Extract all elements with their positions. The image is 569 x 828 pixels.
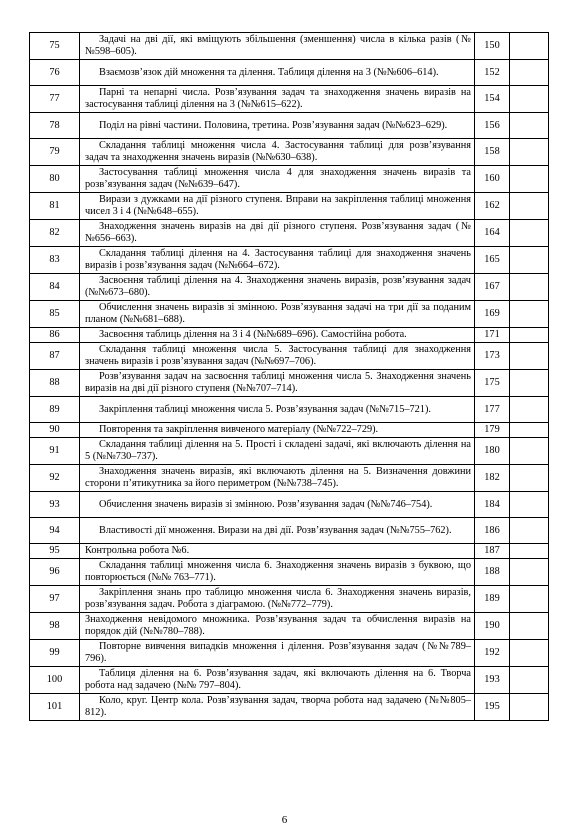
lesson-page: 188 (475, 559, 510, 586)
lesson-page: 186 (475, 518, 510, 544)
lesson-page: 164 (475, 220, 510, 247)
table-row (30, 60, 549, 86)
lesson-page: 152 (475, 60, 510, 86)
lesson-topic: Парні та непарні числа. Розв’язування задач та знаходження значень виразів на застосування таблиці ділення на 3 (№№615–622). (80, 86, 475, 113)
lesson-page: 182 (475, 465, 510, 492)
table-row (30, 301, 549, 328)
note-cell (510, 518, 549, 544)
table-row (30, 465, 549, 492)
note-cell (510, 586, 549, 613)
page-number: 6 (281, 814, 288, 826)
lesson-number: 83 (30, 247, 80, 274)
lesson-topic: Складання таблиці ділення на 5. Прості і складені задачі, які включають ділення на 5 (№№730–737). (80, 438, 475, 465)
note-cell (510, 492, 549, 518)
table-row (30, 193, 549, 220)
lesson-topic: Задачі на дві дії, які вміщують збільшення (зменшення) числа в кілька разів (№№598–605). (80, 33, 475, 60)
lesson-plan-body (30, 33, 549, 721)
lesson-page: 165 (475, 247, 510, 274)
note-cell (510, 370, 549, 397)
lesson-number: 97 (30, 586, 80, 613)
table-row (30, 613, 549, 640)
lesson-topic: Обчислення значень виразів зі змінною. Розв’язування задачі на три дії за поданим планом (№№681–688). (80, 301, 475, 328)
lesson-page: 162 (475, 193, 510, 220)
note-cell (510, 139, 549, 166)
lesson-topic: Складання таблиці множення числа 4. Застосування таблиці для розв’язування задач та знаходження значень виразів (№№630–638). (80, 139, 475, 166)
lesson-number: 90 (30, 423, 80, 438)
lesson-topic: Закріплення таблиці множення числа 5. Розв’язування задач (№№715–721). (80, 397, 475, 423)
lesson-page: 177 (475, 397, 510, 423)
table-row (30, 328, 549, 343)
note-cell (510, 438, 549, 465)
lesson-number: 88 (30, 370, 80, 397)
note-cell (510, 247, 549, 274)
lesson-page: 173 (475, 343, 510, 370)
table-row (30, 220, 549, 247)
lesson-topic: Властивості дії множення. Вирази на дві дії. Розв’язування задач (№№755–762). (80, 518, 475, 544)
table-row (30, 33, 549, 60)
lesson-number: 87 (30, 343, 80, 370)
table-row (30, 370, 549, 397)
table-row (30, 586, 549, 613)
lesson-topic: Знаходження невідомого множника. Розв’язування задач та обчислення виразів на порядок дій (№№780–788). (80, 613, 475, 640)
table-row (30, 139, 549, 166)
lesson-page: 150 (475, 33, 510, 60)
lesson-page: 187 (475, 544, 510, 559)
note-cell (510, 274, 549, 301)
lesson-number: 81 (30, 193, 80, 220)
lesson-page: 160 (475, 166, 510, 193)
note-cell (510, 166, 549, 193)
lesson-page: 184 (475, 492, 510, 518)
table-row (30, 544, 549, 559)
note-cell (510, 328, 549, 343)
lesson-page: 190 (475, 613, 510, 640)
lesson-page: 154 (475, 86, 510, 113)
lesson-topic: Розв’язування задач на засвоєння таблиці множення числа 5. Знаходження значень виразів на дві дії різного ступеня (№№707–714). (80, 370, 475, 397)
table-row (30, 166, 549, 193)
lesson-topic: Коло, круг. Центр кола. Розв’язування задач, творча робота над задачею (№№805–812). (80, 694, 475, 721)
lesson-plan-table (29, 32, 549, 721)
lesson-number: 92 (30, 465, 80, 492)
lesson-topic: Складання таблиці ділення на 4. Застосування таблиці для знаходження значень виразів і розв’язування задач (№№664–672). (80, 247, 475, 274)
note-cell (510, 343, 549, 370)
lesson-topic: Таблиця ділення на 6. Розв’язування задач, які включають ділення на 6. Творча робота над задачею (№№ 797–804). (80, 667, 475, 694)
lesson-number: 84 (30, 274, 80, 301)
table-row (30, 423, 549, 438)
lesson-number: 95 (30, 544, 80, 559)
note-cell (510, 465, 549, 492)
lesson-number: 78 (30, 113, 80, 139)
table-row (30, 247, 549, 274)
lesson-number: 76 (30, 60, 80, 86)
table-row (30, 518, 549, 544)
table-row (30, 694, 549, 721)
note-cell (510, 220, 549, 247)
table-row (30, 397, 549, 423)
lesson-number: 99 (30, 640, 80, 667)
lesson-page: 156 (475, 113, 510, 139)
lesson-page: 179 (475, 423, 510, 438)
table-row (30, 640, 549, 667)
table-row (30, 559, 549, 586)
table-row (30, 667, 549, 694)
lesson-number: 85 (30, 301, 80, 328)
lesson-number: 82 (30, 220, 80, 247)
lesson-number: 80 (30, 166, 80, 193)
lesson-number: 91 (30, 438, 80, 465)
lesson-page: 167 (475, 274, 510, 301)
table-row (30, 274, 549, 301)
lesson-number: 93 (30, 492, 80, 518)
note-cell (510, 640, 549, 667)
lesson-number: 94 (30, 518, 80, 544)
lesson-number: 86 (30, 328, 80, 343)
note-cell (510, 397, 549, 423)
lesson-number: 101 (30, 694, 80, 721)
lesson-topic: Застосування таблиці множення числа 4 для знаходження значень виразів та розв’язування задач (№№639–647). (80, 166, 475, 193)
lesson-topic: Контрольна робота №6. (80, 544, 475, 559)
lesson-number: 89 (30, 397, 80, 423)
lesson-number: 79 (30, 139, 80, 166)
note-cell (510, 423, 549, 438)
table-row (30, 492, 549, 518)
note-cell (510, 544, 549, 559)
lesson-number: 98 (30, 613, 80, 640)
lesson-page: 189 (475, 586, 510, 613)
note-cell (510, 60, 549, 86)
table-row (30, 86, 549, 113)
lesson-topic: Знаходження значень виразів на дві дії різного ступеня. Розв’язування задач (№№656–663). (80, 220, 475, 247)
lesson-page: 193 (475, 667, 510, 694)
table-row (30, 343, 549, 370)
lesson-page: 180 (475, 438, 510, 465)
note-cell (510, 559, 549, 586)
lesson-page: 158 (475, 139, 510, 166)
note-cell (510, 113, 549, 139)
lesson-topic: Знаходження значень виразів, які включають ділення на 5. Визначення довжини сторони п’ятикутника за його периметром (№№738–745). (80, 465, 475, 492)
table-row (30, 113, 549, 139)
lesson-number: 96 (30, 559, 80, 586)
note-cell (510, 694, 549, 721)
lesson-topic: Поділ на рівні частини. Половина, третина. Розв’язування задач (№№623–629). (80, 113, 475, 139)
lesson-topic: Складання таблиці множення числа 5. Застосування таблиці для знаходження значень виразів і розв’язування задач (№№697–706). (80, 343, 475, 370)
lesson-number: 75 (30, 33, 80, 60)
lesson-topic: Повторення та закріплення вивченого матеріалу (№№722–729). (80, 423, 475, 438)
lesson-page: 192 (475, 640, 510, 667)
lesson-page: 169 (475, 301, 510, 328)
lesson-page: 195 (475, 694, 510, 721)
lesson-topic: Складання таблиці множення числа 6. Знаходження значень виразів з буквою, що повторюється (№№ 763–771). (80, 559, 475, 586)
lesson-number: 100 (30, 667, 80, 694)
lesson-number: 77 (30, 86, 80, 113)
lesson-topic: Засвоєння таблиць ділення на 3 і 4 (№№689–696). Самостійна робота. (80, 328, 475, 343)
lesson-topic: Закріплення знань про таблицю множення числа 6. Знаходження значень виразів, розв’язування задач. Робота з діаграмою. (№№772–779). (80, 586, 475, 613)
lesson-topic: Обчислення значень виразів зі змінною. Розв’язування задач (№№746–754). (80, 492, 475, 518)
note-cell (510, 613, 549, 640)
lesson-topic: Повторне вивчення випадків множення і ділення. Розв’язування задач (№№789–796). (80, 640, 475, 667)
note-cell (510, 667, 549, 694)
lesson-topic: Взаємозв’язок дій множення та ділення. Таблиця ділення на 3 (№№606–614). (80, 60, 475, 86)
lesson-page: 175 (475, 370, 510, 397)
lesson-topic: Засвоєння таблиці ділення на 4. Знаходження значень виразів, розв’язування задач (№№673–680). (80, 274, 475, 301)
lesson-topic: Вирази з дужками на дії різного ступеня. Вправи на закріплення таблиці множення чисел 3 і 4 (№№648–655). (80, 193, 475, 220)
table-row (30, 438, 549, 465)
note-cell (510, 33, 549, 60)
note-cell (510, 193, 549, 220)
note-cell (510, 86, 549, 113)
note-cell (510, 301, 549, 328)
lesson-page: 171 (475, 328, 510, 343)
